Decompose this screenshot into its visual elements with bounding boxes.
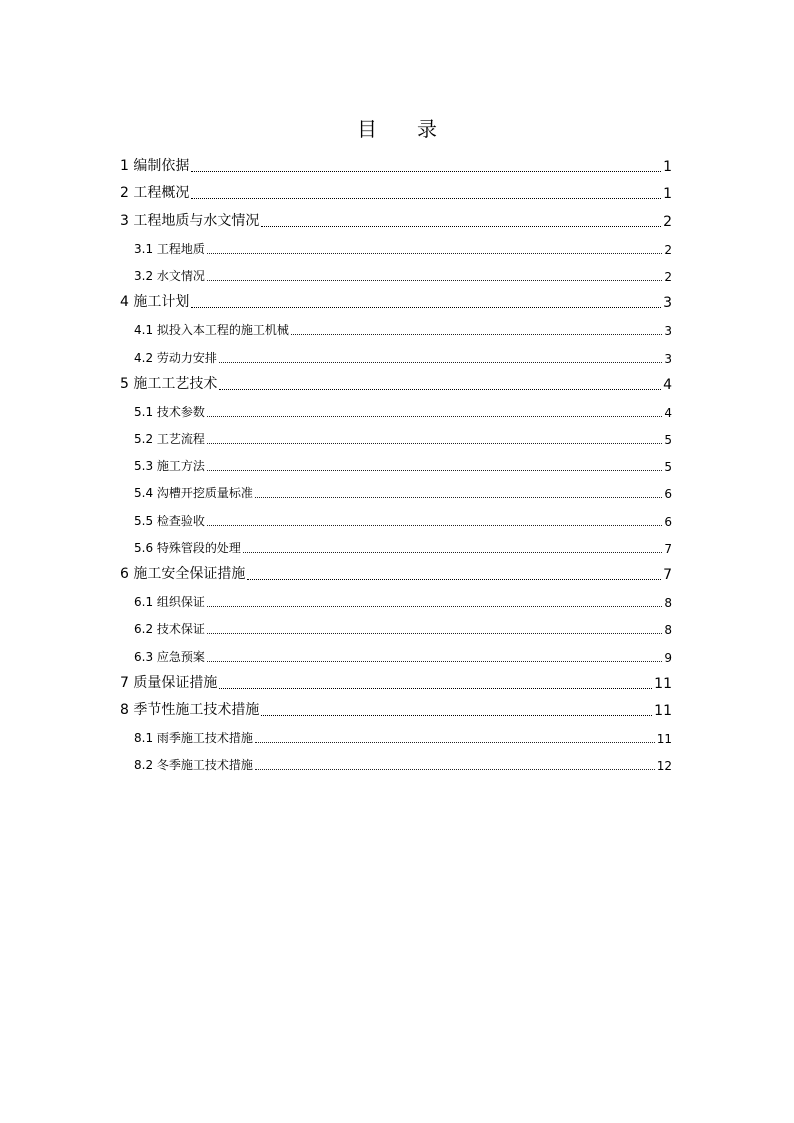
toc-entry-page-number: 6 xyxy=(664,514,672,529)
toc-title xyxy=(0,113,794,142)
toc-entry-text: 5 施工工艺技术 xyxy=(120,375,218,392)
toc-dot-leader xyxy=(191,170,661,172)
toc-entry-page-number: 3 xyxy=(664,351,672,366)
toc-dot-leader xyxy=(219,388,661,390)
toc-entry[interactable] xyxy=(120,534,672,561)
toc-entry-text: 8.1 雨季施工技术措施 xyxy=(134,731,253,746)
toc-dot-leader xyxy=(207,252,662,254)
toc-entry-text: 5.4 沟槽开挖质量标准 xyxy=(134,486,253,501)
toc-entry-page-number: 3 xyxy=(664,324,672,339)
toc-entry[interactable] xyxy=(120,697,672,724)
toc-entry[interactable] xyxy=(120,371,672,398)
toc-entry-page-number: 7 xyxy=(664,541,672,556)
toc-entry-text: 7 质量保证措施 xyxy=(120,674,218,691)
toc-entry-page-number: 1 xyxy=(663,159,672,176)
toc-entry-text: 1 编制依据 xyxy=(120,158,190,175)
toc-entry-page-number: 5 xyxy=(664,433,672,448)
toc-entry[interactable] xyxy=(120,289,672,316)
toc-entry[interactable] xyxy=(120,751,672,778)
toc-entry-text: 6.2 技术保证 xyxy=(134,622,205,637)
toc-dot-leader xyxy=(261,225,661,227)
toc-entry-text: 4 施工计划 xyxy=(120,294,190,311)
toc-entry[interactable] xyxy=(120,153,672,180)
toc-entry-text: 3.2 水文情况 xyxy=(134,268,205,283)
toc-entry-text: 4.2 劳动力安排 xyxy=(134,350,217,365)
toc-entry[interactable] xyxy=(120,425,672,452)
toc-dot-leader xyxy=(255,496,662,498)
toc-dot-leader xyxy=(207,524,662,526)
toc-entry-page-number: 2 xyxy=(663,213,672,230)
toc-entry-text: 5.6 特殊管段的处理 xyxy=(134,540,241,555)
toc-dot-leader xyxy=(207,660,662,662)
toc-entry-page-number: 5 xyxy=(664,460,672,475)
toc-entry-text: 5.5 检查验收 xyxy=(134,513,205,528)
toc-entry-text: 2 工程概况 xyxy=(120,185,190,202)
toc-entry[interactable] xyxy=(120,642,672,669)
toc-entry[interactable] xyxy=(120,561,672,588)
toc-entry-page-number: 2 xyxy=(664,269,672,284)
toc-entry-page-number: 11 xyxy=(654,675,672,692)
toc-dot-leader xyxy=(207,415,662,417)
toc-dot-leader xyxy=(207,279,662,281)
toc-dot-leader xyxy=(219,687,652,689)
toc-entry[interactable] xyxy=(120,316,672,343)
toc-entry-page-number: 9 xyxy=(664,650,672,665)
toc-dot-leader xyxy=(243,551,662,553)
toc-entry-text: 3 工程地质与水文情况 xyxy=(120,212,260,229)
toc-entry[interactable] xyxy=(120,235,672,262)
toc-dot-leader xyxy=(255,741,655,743)
toc-entry[interactable] xyxy=(120,588,672,615)
toc-entry[interactable] xyxy=(120,262,672,289)
toc-dot-leader xyxy=(261,714,652,716)
toc-entry-text: 6 施工安全保证措施 xyxy=(120,566,246,582)
toc-entry[interactable] xyxy=(120,506,672,533)
toc-entry-page-number: 4 xyxy=(663,376,672,393)
toc-dot-leader xyxy=(291,333,662,335)
toc-dot-leader xyxy=(207,632,662,634)
toc-entry-text: 6.1 组织保证 xyxy=(134,595,205,610)
toc-dot-leader xyxy=(255,768,655,770)
toc-entry-page-number: 4 xyxy=(664,405,672,420)
toc-list xyxy=(120,153,672,778)
toc-entry-page-number: 2 xyxy=(664,242,672,257)
toc-entry-page-number: 8 xyxy=(664,596,672,611)
toc-entry[interactable] xyxy=(120,479,672,506)
toc-title-char-2: 录 xyxy=(417,117,437,141)
toc-dot-leader xyxy=(219,361,662,363)
toc-title-char-1: 目 xyxy=(357,117,377,141)
toc-dot-leader xyxy=(207,469,662,471)
toc-entry-page-number: 12 xyxy=(656,759,672,774)
toc-dot-leader xyxy=(191,197,661,199)
toc-entry-text: 5.3 施工方法 xyxy=(134,459,205,474)
toc-entry[interactable] xyxy=(120,398,672,425)
toc-dot-leader xyxy=(207,605,662,607)
toc-entry-text: 5.1 技术参数 xyxy=(134,404,205,419)
toc-entry[interactable] xyxy=(120,207,672,234)
toc-dot-leader xyxy=(207,442,662,444)
toc-entry[interactable] xyxy=(120,670,672,697)
toc-entry-text: 5.2 工艺流程 xyxy=(134,432,205,447)
toc-entry-text: 6.3 应急预案 xyxy=(134,649,205,664)
toc-entry-page-number: 11 xyxy=(654,702,672,719)
toc-entry-page-number: 8 xyxy=(664,623,672,638)
toc-entry-text: 8 季节性施工技术措施 xyxy=(120,701,260,718)
toc-entry-page-number: 11 xyxy=(656,732,672,747)
toc-entry[interactable] xyxy=(120,452,672,479)
toc-entry-page-number: 7 xyxy=(663,567,672,583)
toc-entry-text: 4.1 拟投入本工程的施工机械 xyxy=(134,323,289,338)
toc-entry-page-number: 6 xyxy=(664,487,672,502)
toc-entry-text: 3.1 工程地质 xyxy=(134,241,205,256)
toc-entry[interactable] xyxy=(120,180,672,207)
toc-entry[interactable] xyxy=(120,343,672,370)
toc-entry[interactable] xyxy=(120,724,672,751)
toc-dot-leader xyxy=(191,306,661,308)
toc-dot-leader xyxy=(247,578,661,580)
toc-entry[interactable] xyxy=(120,615,672,642)
toc-entry-page-number: 1 xyxy=(663,186,672,203)
toc-entry-page-number: 3 xyxy=(663,295,672,312)
toc-entry-text: 8.2 冬季施工技术措施 xyxy=(134,758,253,773)
